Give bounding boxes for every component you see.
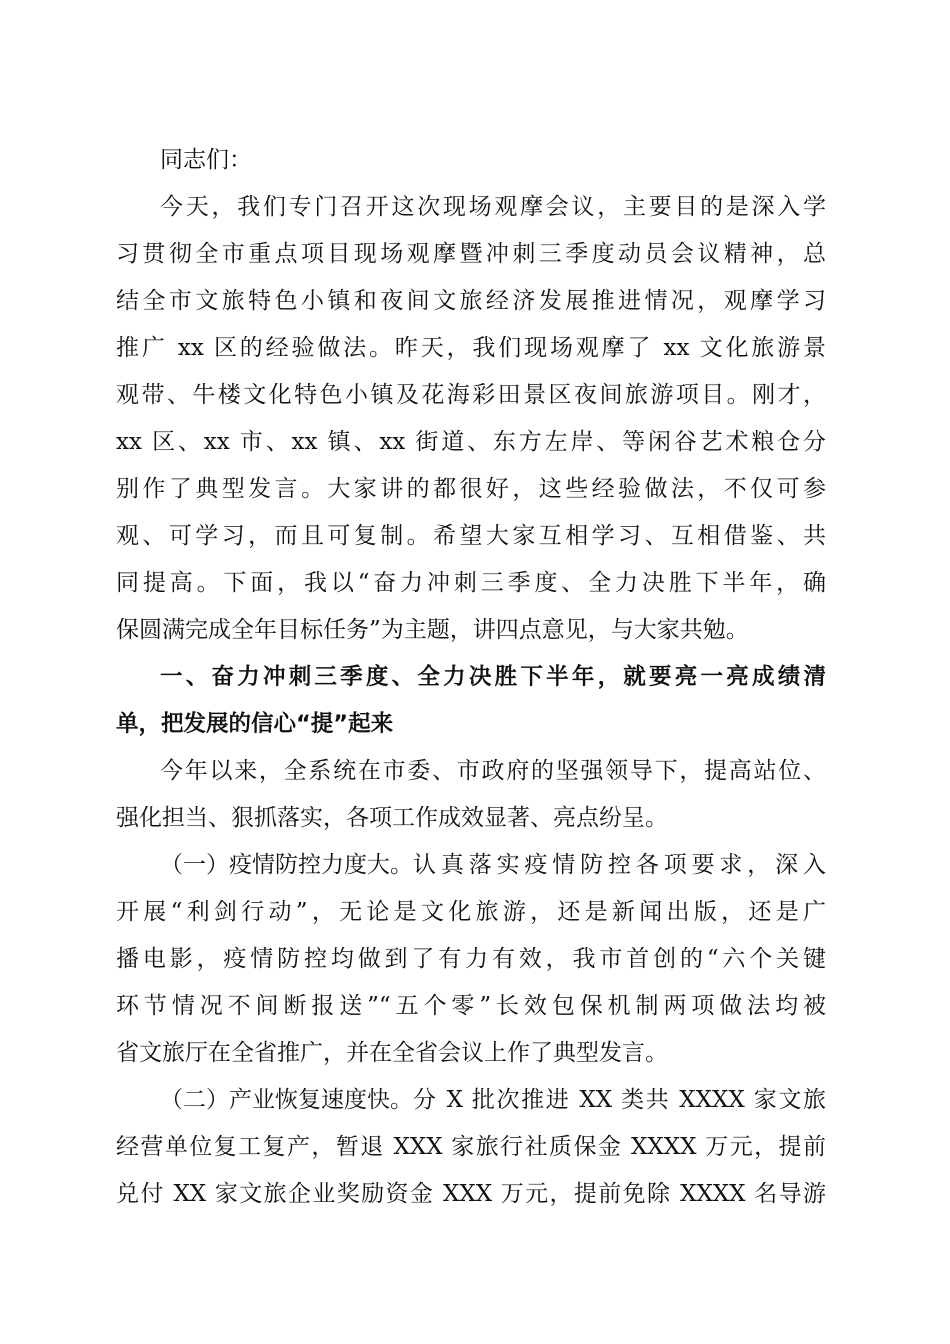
intro-line-3: 结全市文旅特色小镇和夜间文旅经济发展推进情况，观摩学习 bbox=[116, 288, 826, 314]
point-one-line-2: 开展“利剑行动”，无论是文化旅游，还是新闻出版，还是广 bbox=[116, 899, 826, 925]
point-two-line-2: 经营单位复工复产，暂退 XXX 家旅行社质保金 XXXX 万元，提前 bbox=[116, 1134, 826, 1160]
intro-line-2: 习贯彻全市重点项目现场观摩暨冲刺三季度动员会议精神，总 bbox=[116, 241, 826, 267]
section-one-heading-line-1: 一、奋力冲刺三季度、全力决胜下半年，就要亮一亮成绩清 bbox=[160, 664, 826, 690]
intro-line-6: xx 区、xx 市、xx 镇、xx 街道、东方左岸、等闲谷艺术粮仓分 bbox=[116, 429, 826, 455]
intro-line-4: 推广 xx 区的经验做法。昨天，我们现场观摩了 xx 文化旅游景 bbox=[116, 335, 826, 361]
intro-line-10: 保圆满完成全年目标任务”为主题，讲四点意见，与大家共勉。 bbox=[116, 617, 749, 643]
section-one-intro-line-1: 今年以来，全系统在市委、市政府的坚强领导下，提高站位、 bbox=[160, 758, 826, 784]
point-one-text-1: 认真落实疫情防控各项要求，深入 bbox=[413, 852, 826, 878]
point-two-text-1: 分 X 批次推进 XX 类共 XXXX 家文旅 bbox=[413, 1087, 826, 1113]
section-one-heading-line-2: 单，把发展的信心“提”起来 bbox=[116, 711, 394, 737]
intro-line-1: 今天，我们专门召开这次现场观摩会议，主要目的是深入学 bbox=[160, 194, 826, 220]
intro-line-8: 观、可学习，而且可复制。希望大家互相学习、互相借鉴、共 bbox=[116, 523, 826, 549]
salutation: 同志们： bbox=[160, 147, 252, 173]
intro-line-9: 同提高。下面，我以“奋力冲刺三季度、全力决胜下半年，确 bbox=[116, 570, 826, 596]
section-one-intro-line-2: 强化担当、狠抓落实，各项工作成效显著、亮点纷呈。 bbox=[116, 805, 668, 831]
point-one-line-1 bbox=[160, 845, 826, 885]
point-one-line-5: 省文旅厅在全省推广，并在全省会议上作了典型发言。 bbox=[116, 1040, 668, 1066]
point-two-line-1 bbox=[160, 1080, 826, 1120]
point-one-line-3: 播电影，疫情防控均做到了有力有效，我市首创的“六个关键 bbox=[116, 946, 826, 972]
intro-line-7: 别作了典型发言。大家讲的都很好，这些经验做法，不仅可参 bbox=[116, 476, 826, 502]
point-one-line-4: 环节情况不间断报送”“五个零”长效包保机制两项做法均被 bbox=[116, 993, 826, 1019]
point-one-lead: （一）疫情防控力度大。 bbox=[160, 852, 413, 878]
point-two-lead: （二）产业恢复速度快。 bbox=[160, 1087, 413, 1113]
intro-line-5: 观带、牛楼文化特色小镇及花海彩田景区夜间旅游项目。刚才， bbox=[116, 382, 826, 408]
point-two-line-3: 兑付 XX 家文旅企业奖励资金 XXX 万元，提前免除 XXXX 名导游 bbox=[116, 1181, 826, 1207]
